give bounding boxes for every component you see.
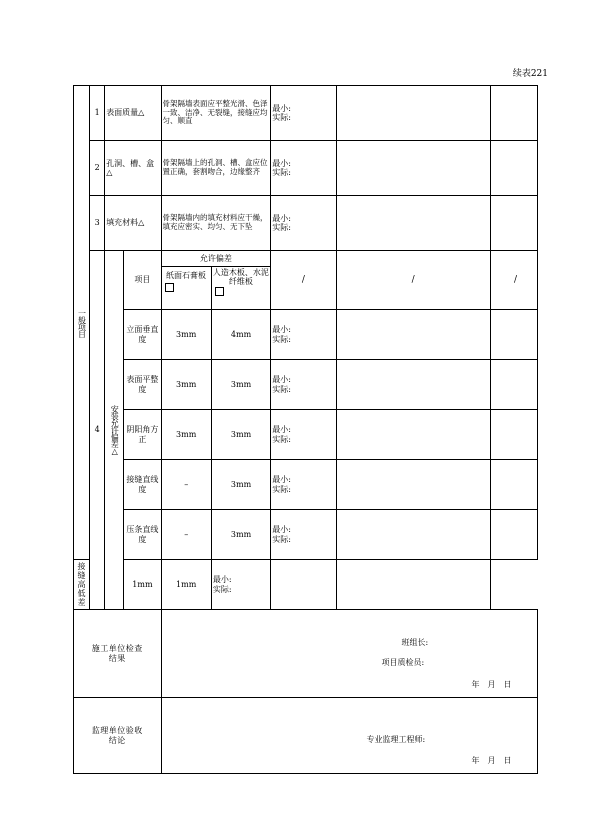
min-label: 最小: (212, 575, 232, 585)
item-no: 2 (90, 141, 105, 196)
col-wood-header (212, 267, 271, 309)
deviation-item: 立面垂直度 (124, 310, 161, 360)
actual-label: 实际: (212, 584, 232, 594)
actual-label: 实际: (272, 168, 291, 177)
deviation-no: 4 (90, 251, 105, 610)
team-leader-label: 班组长: (401, 638, 429, 647)
remark-cell[interactable] (336, 560, 490, 610)
actual-label: 实际: (272, 484, 291, 494)
check-values (271, 510, 336, 560)
actual-label: 实际: (272, 534, 291, 544)
header-allowed: 允许偏差 (162, 251, 271, 267)
deviation-wood: 3mm (211, 460, 270, 510)
slash-1: / (271, 251, 336, 310)
deviation-group-cell (105, 251, 124, 610)
result-cell[interactable] (336, 410, 490, 460)
deviation-gypsum: 3mm (161, 360, 211, 410)
min-label: 最小: (272, 103, 291, 113)
item-requirement: 骨架隔墙上的孔洞、槽、盒应位置正确，套割吻合，边缘整齐 (161, 141, 271, 196)
supervision-sign-cell[interactable] (161, 698, 537, 774)
deviation-gypsum: – (161, 460, 211, 510)
check-values (271, 460, 336, 510)
deviation-wood: 4mm (211, 310, 270, 360)
check-values (271, 86, 336, 141)
deviation-group-label: 安装允许偏差△ (110, 405, 120, 455)
check-values (211, 560, 270, 610)
deviation-wood: 3mm (211, 410, 270, 460)
deviation-item: 表面平整度 (124, 360, 161, 410)
deviation-item: 接缝直线度 (124, 460, 161, 510)
remark-cell[interactable] (490, 310, 537, 360)
deviation-gypsum: 3mm (161, 310, 211, 360)
min-label: 最小: (272, 425, 291, 435)
remark-cell[interactable] (490, 510, 537, 560)
min-label: 最小: (272, 213, 291, 223)
actual-label: 实际: (272, 113, 291, 122)
result-cell[interactable] (336, 460, 490, 510)
check-values (271, 310, 336, 360)
section-label: 一般项目 (77, 308, 87, 337)
item-name: 表面质量△ (105, 86, 161, 141)
remark-cell[interactable] (490, 86, 537, 141)
slash-3: / (490, 251, 537, 310)
check-values (271, 360, 336, 410)
result-cell[interactable] (271, 560, 336, 610)
result-cell[interactable] (336, 310, 490, 360)
supervision-label: 监理单位验收结论 (91, 726, 143, 745)
section-label-cell (74, 86, 90, 560)
actual-label: 实际: (272, 434, 291, 444)
header-item: 项目 (124, 251, 161, 310)
col-gypsum-header (162, 267, 212, 309)
result-cell[interactable] (336, 141, 490, 196)
remark-cell[interactable] (490, 360, 537, 410)
supervision-date: 年 月 日 (471, 756, 512, 765)
min-label: 最小: (272, 475, 291, 485)
supervision-engineer-label: 专业监理工程师: (366, 735, 426, 744)
deviation-wood: 3mm (211, 510, 270, 560)
deviation-wood: 1mm (161, 560, 211, 610)
remark-cell[interactable] (490, 410, 537, 460)
deviation-wood: 3mm (211, 360, 270, 410)
result-cell[interactable] (336, 510, 490, 560)
check-values (271, 196, 336, 251)
deviation-item: 接缝高低差 (74, 560, 90, 610)
item-name: 填充材料△ (105, 196, 161, 251)
result-cell[interactable] (336, 360, 490, 410)
min-label: 最小: (272, 325, 291, 335)
col-wood-label: 人造木板、水泥纤维板 (212, 268, 269, 287)
deviation-gypsum: 3mm (161, 410, 211, 460)
col-gypsum-label: 纸面石膏板 (166, 271, 207, 280)
allowed-deviation-header (161, 251, 271, 310)
actual-label: 实际: (272, 223, 291, 232)
gypsum-checkbox[interactable] (165, 283, 174, 292)
item-requirement: 骨架隔墙表面应平整光滑、色泽一致、洁净、无裂缝，接缝应均匀、顺直 (161, 86, 271, 141)
inspection-table (73, 85, 538, 774)
check-values (271, 141, 336, 196)
check-values (271, 410, 336, 460)
item-no: 3 (90, 196, 105, 251)
min-label: 最小: (272, 525, 291, 535)
slash-2: / (336, 251, 490, 310)
item-name: 孔洞、槽、盒△ (105, 141, 161, 196)
wood-checkbox[interactable] (215, 287, 224, 296)
supervision-label-cell (74, 698, 162, 774)
construction-label: 施工单位检查结果 (91, 644, 143, 663)
result-cell[interactable] (336, 86, 490, 141)
deviation-item: 阴阳角方正 (124, 410, 161, 460)
item-no: 1 (90, 86, 105, 141)
inspector-label: 项目质检员: (381, 658, 425, 667)
construction-date: 年 月 日 (471, 680, 512, 689)
deviation-item: 压条直线度 (124, 510, 161, 560)
remark-cell[interactable] (490, 141, 537, 196)
item-requirement: 骨架隔墙内的填充材料应干燥，填充应密实、均匀、无下坠 (161, 196, 271, 251)
min-label: 最小: (272, 158, 291, 168)
result-cell[interactable] (336, 196, 490, 251)
actual-label: 实际: (272, 384, 291, 394)
continued-table-label: 续表221 (512, 69, 548, 79)
construction-label-cell (74, 610, 162, 698)
min-label: 最小: (272, 375, 291, 385)
deviation-gypsum: – (161, 510, 211, 560)
deviation-gypsum: 1mm (124, 560, 161, 610)
actual-label: 实际: (272, 334, 291, 344)
remark-cell[interactable] (490, 196, 537, 251)
construction-sign-cell[interactable] (161, 610, 537, 698)
remark-cell[interactable] (490, 460, 537, 510)
